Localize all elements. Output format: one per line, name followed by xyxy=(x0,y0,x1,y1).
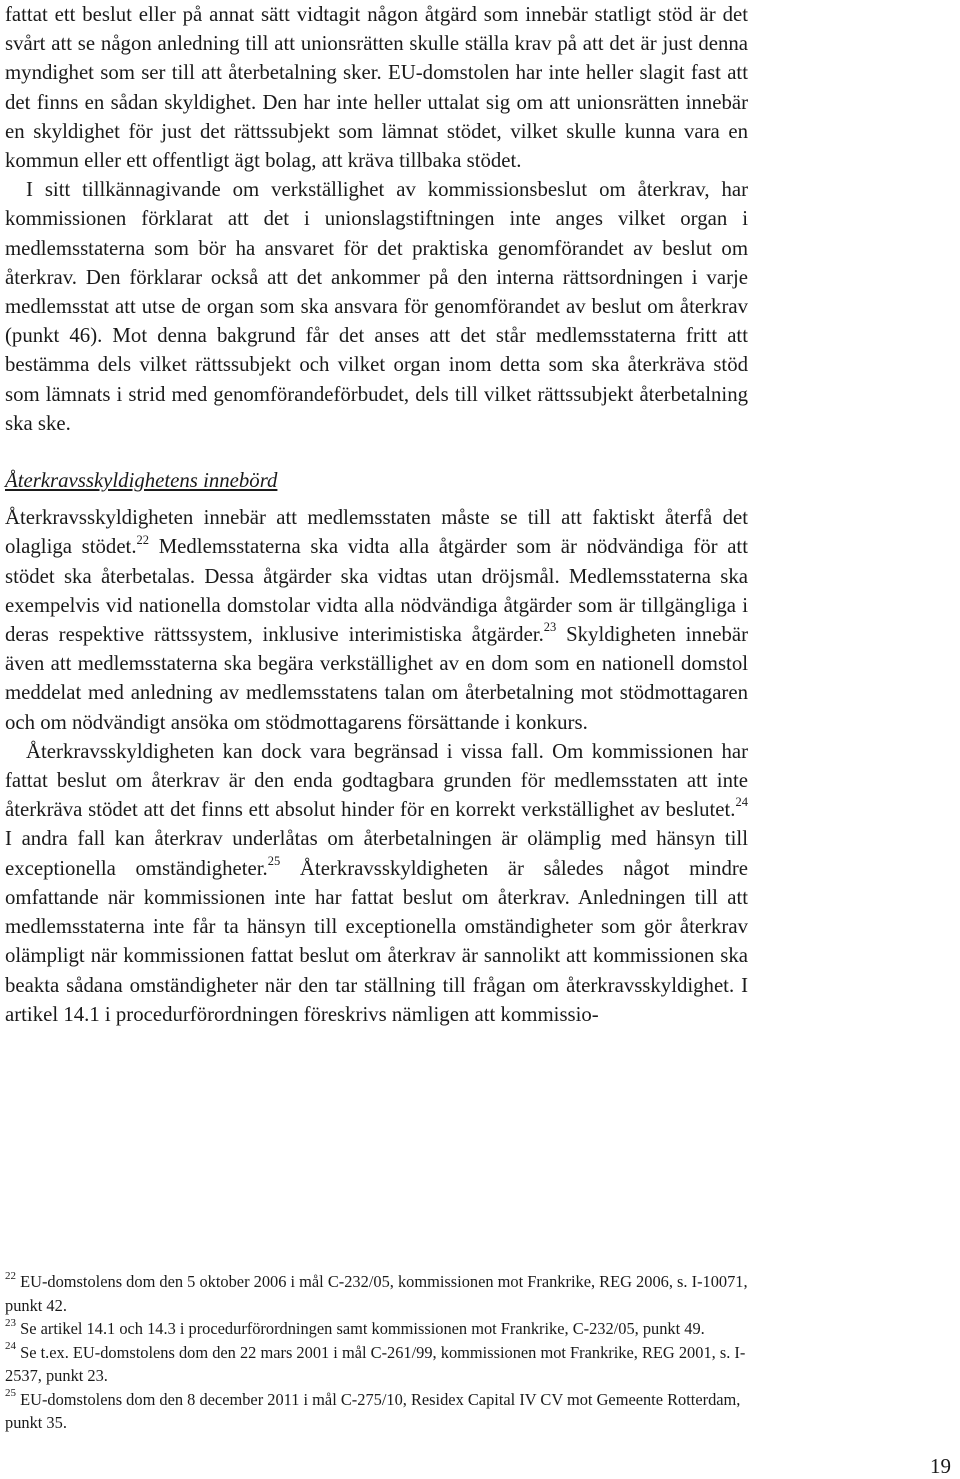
text-run: Återkravsskyldigheten innebär att medlemsstaten måste se till att faktiskt återfå det olagliga stödet. xyxy=(5,506,748,559)
footnote-text: EU-domstolens dom den 5 oktober 2006 i mål C-232/05, kommissionen mot Frankrike, REG 2006, s. I-10071, punkt 42. xyxy=(5,1272,748,1315)
text-run: Återkravsskyldigheten kan dock vara begränsad i vissa fall. Om kommissionen har fattat beslut om återkrav är den enda godtagbara grunden för medlemsstaten att inte återkräva stödet att det finns ett absolut hinder för en korrekt verkställighet av beslutet. xyxy=(5,739,748,822)
text-run: Återkravsskyldigheten är således något mindre omfattande när kommissionen inte har fattat beslut om återkrav. Anledningen till att medlemsstaterna inte får ta hänsyn till exceptionella omständigheter som gör återkrav olämpligt när kommissionen fattat beslut om återkrav är sannolikt att kommissionen ska beakta sådana omständigheter när den tar ställning till frågan om återkravsskyldighet. I artikel 14.1 i procedurförordningen föreskrivs nämligen att kommissio- xyxy=(5,856,748,1026)
text-run: Skyldigheten innebär även att medlemsstaterna ska begära verkställighet av en dom som en nationell domstol meddelat med anledning av medlemsstatens talan om återbetalning mot stödmottagaren och om nödvändigt ansöka om stödmottagarens försättande i konkurs. xyxy=(5,623,749,734)
paragraph xyxy=(5,737,748,1029)
footnote-text: EU-domstolens dom den 8 december 2011 i mål C-275/10, Residex Capital IV CV mot Gemeente Rotterdam, punkt 35. xyxy=(5,1389,741,1432)
footnote-ref[interactable]: 22 xyxy=(136,532,150,547)
section-heading: Återkravsskyldighetens innebörd xyxy=(5,469,278,493)
footnote xyxy=(5,1317,750,1341)
footnote-number: 22 xyxy=(5,1269,16,1282)
footnotes-section xyxy=(5,1270,750,1435)
text-run: Medlemsstaterna ska vidta alla åtgärder som är nödvändiga för att stödet ska återbetalas. Dessa åtgärder ska vidtas utan dröjsmål. Medlemsstaterna ska exempelvis vid nationella domstolar vidta alla nödvändiga åtgärder som är tillgängliga i deras respektive rättssystem, inklusive interimistiska åtgärder. xyxy=(5,535,748,647)
footnote-ref[interactable]: 25 xyxy=(267,853,281,868)
paragraph: fattat ett beslut eller på annat sätt vidtagit någon åtgärd som innebär statligt stöd är det svårt att se någon anledning till att unionsrätten skulle ställa krav på att det är just denna myndighet som ser till att återbetalning sker. EU-domstolen har inte heller slagit fast att det finns en sådan skyldighet. Den har inte heller uttalat sig om att unionsrätten innebär en skyldighet för just det rättssubjekt som lämnat stödet, vilket skulle kunna vara en kommun eller ett offentligt ägt bolag, att kräva tillbaka stödet. xyxy=(5,3,748,173)
footnote-text: Se t.ex. EU-domstolens dom den 22 mars 2001 i mål C-261/99, kommissionen mot Frankrike, REG 2001, s. I-2537, punkt 23. xyxy=(5,1342,746,1385)
page-number: 19 xyxy=(930,1454,951,1478)
document-page xyxy=(5,0,748,1029)
paragraph: I sitt tillkännagivande om verkställighet av kommissionsbeslut om återkrav, har kommissionen förklarat att det i unionslagstiftningen inte anges vilket organ i medlemsstaterna som bör ha ansvaret för det praktiska genomförandet av beslut om återkrav. Den förklarar också att det ankommer på den interna rättsordningen i varje medlemsstat att utse de organ som ska ansvara för genomförandet av beslut om återkrav (punkt 46). Mot denna bakgrund får det anses att det står medlemsstaterna fritt att bestämma dels vilket rättssubjekt och vilket organ inom detta som ska återkräva stöd som lämnats i strid med genomförandeförbudet, dels till vilket rättssubjekt återbetalning ska ske. xyxy=(5,178,748,435)
footnote-number: 24 xyxy=(5,1340,16,1353)
text-run: I andra fall kan återkrav underlåtas om återbetalningen är olämplig med hänsyn till exceptionella omständigheter. xyxy=(5,827,748,880)
footnote xyxy=(5,1388,750,1435)
footnote-number: 23 xyxy=(5,1316,16,1329)
footnote-number: 25 xyxy=(5,1387,16,1400)
footnote xyxy=(5,1270,750,1317)
footnote xyxy=(5,1341,750,1388)
footnote-text: Se artikel 14.1 och 14.3 i procedurförordningen samt kommissionen mot Frankrike, C-232/05, punkt 49. xyxy=(16,1319,705,1338)
footnote-ref[interactable]: 23 xyxy=(543,620,557,635)
footnote-ref[interactable]: 24 xyxy=(735,795,748,810)
paragraph xyxy=(5,503,748,737)
